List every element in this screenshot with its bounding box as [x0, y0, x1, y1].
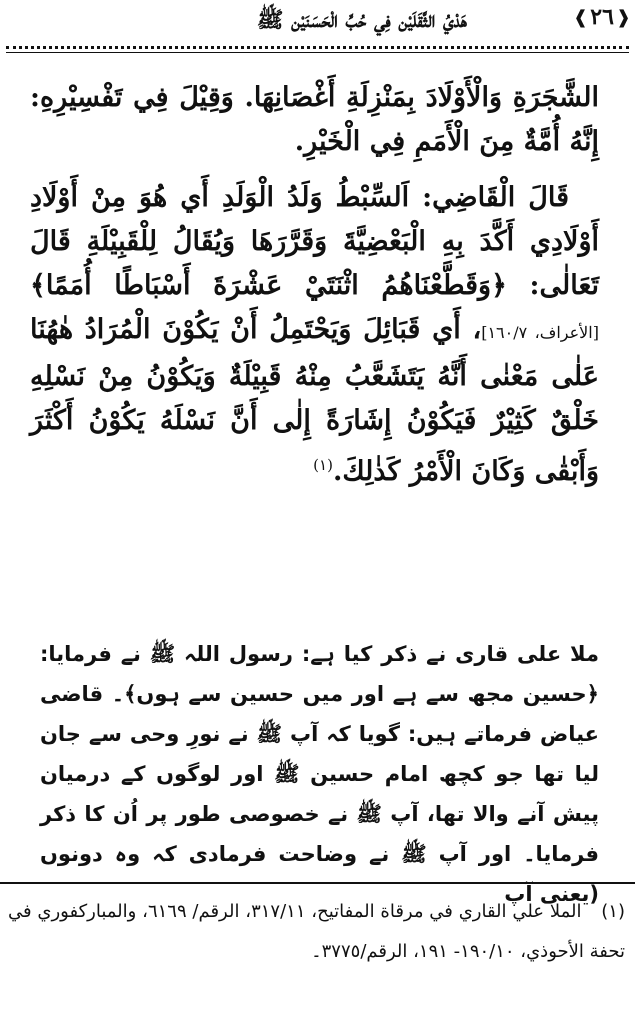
- footnote: [8, 892, 625, 972]
- arabic-body-text: [30, 76, 599, 494]
- paragraph-1: الشَّجَرَةِ وَالْأَوْلَادَ بِمَنْزِلَةِ أَغْصَانِهَا. وَقِيْلَ فِي تَفْسِيْرِهِ: إِنَّهُ أُمَّةٌ مِنَ الْأَمَمِ فِي الْخَيْرِ.: [30, 82, 599, 157]
- page-header: [0, 0, 635, 46]
- footnote-paragraph: [8, 892, 625, 972]
- urdu-translation: [40, 634, 599, 914]
- page-number-block: [573, 4, 631, 30]
- footnote-number: (١): [601, 901, 625, 922]
- running-title: هَدْيُ الثَّقَلَيْن فِي حُبِّ الْحَسَنَيْن ﷺ: [256, 7, 467, 33]
- paragraph-2: [30, 176, 599, 494]
- urdu-paragraph: ملا علی قاری نے ذکر کیا ہے: رسول اللہ ﷺ نے فرمایا: ﴿حسین مجھ سے ہے اور میں حسین سے ہوں﴾۔ قاضی عیاض فرماتے ہیں: گویا کہ آپ ﷺ نے نورِ وحی سے جان لیا تھا جو کچھ امام حسین ﷺ اور لوگوں کے درمیان پیش آنے والا تھا، آپ ﷺ نے خصوصی طور پر اُن کا ذکر فرمایا۔ اور آپ ﷺ نے وضاحت فرمادی کہ وہ دونوں (یعنی آپ: [40, 642, 599, 906]
- header-divider-line: [6, 52, 629, 53]
- ornament-icon: ❱: [573, 6, 589, 28]
- paragraph-2-intro: قَالَ الْقَاضِي: اَلسِّبْطُ وَلَدُ الْوَلَدِ أَي هُوَ مِنْ أَوْلَادِ أَوْلَادِي أَكَّدَ بِهِ الْبَعْضِيَّةَ وَقَرَّرَهَا وَيُقَالُ لِلْقَبِيْلَةِ قَالَ تَعَالٰى:: [30, 182, 599, 301]
- footnote-marker: (١): [313, 456, 333, 474]
- footnote-text: الملا علي القاري في مرقاة المفاتيح، ٣١٧/١١، الرقم/ ٦١٦٩، والمباركفوري في تحفة الأحوذي، ١٩٠/١٠- ١٩١، الرقم/٣٧٧٥۔: [8, 901, 625, 962]
- paragraph-gap: [30, 164, 599, 176]
- paragraph-2-rest: ، أَي قَبَائِلَ وَيَحْتَمِلُ أَنْ يَكُوْنَ الْمُرَادُ هٰهُنَا عَلٰى مَعْنٰى أَنَّهُ يَتَشَعَّبُ مِنْهُ قَبِيْلَةٌ وَيَكُوْنُ مِنْ نَسْلِهِ خَلْقٌ كَثِيْرٌ فَيَكُوْنُ إِشَارَةً إِلٰى أَنَّ نَسْلَهُ يَكُوْنُ أَكْثَرَ وَأَبْقٰى وَكَانَ الْأَمْرُ كَذٰلِكَ.: [30, 314, 599, 487]
- quran-reference: [الأعراف، ١٦٠/٧]: [481, 323, 599, 342]
- footnote-divider: [0, 882, 635, 884]
- ornament-icon: ❰: [615, 6, 631, 28]
- quran-verse: ﴿وَقَطَّعْنَاهُمُ اثْنَتَيْ عَشْرَةَ أَسْبَاطًا أُمَمًا﴾: [30, 270, 507, 301]
- header-divider: [6, 46, 629, 49]
- page-number: ٢٦: [590, 4, 614, 30]
